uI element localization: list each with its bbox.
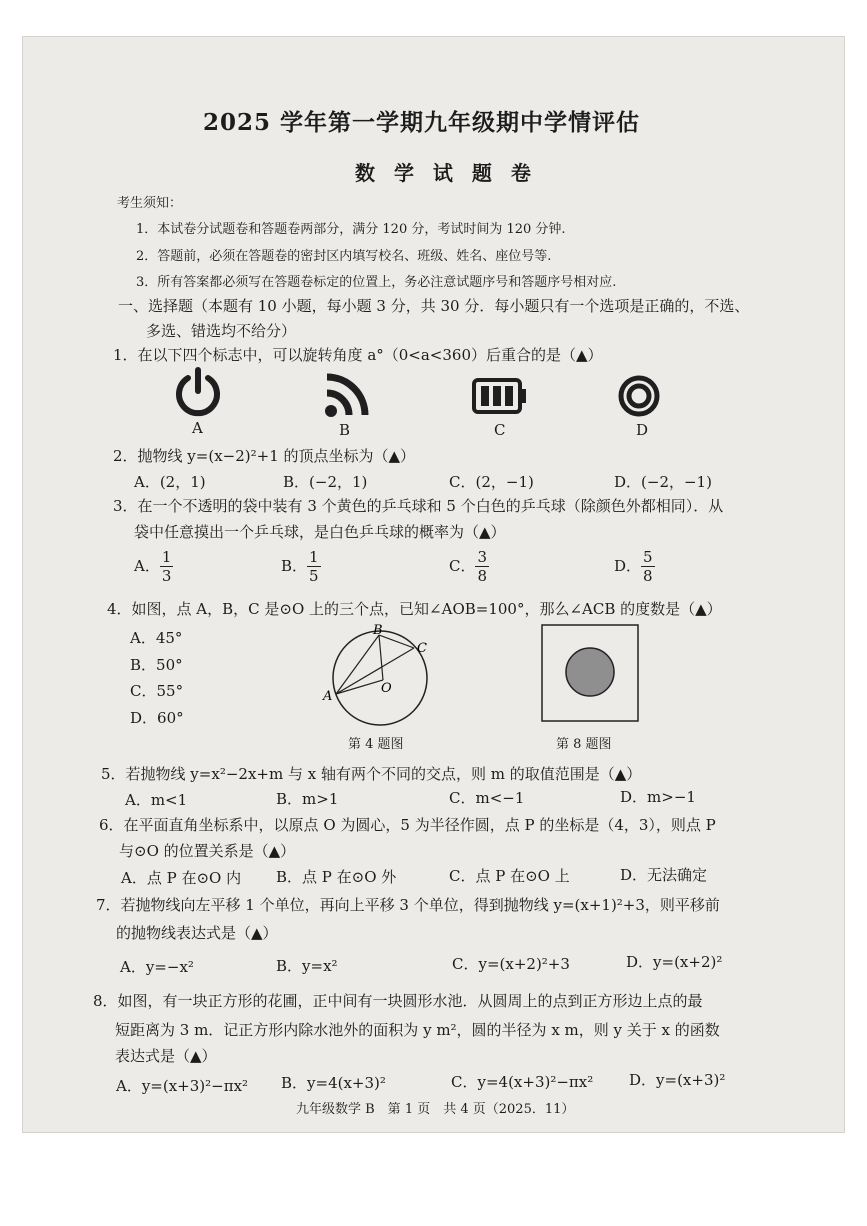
- question-4-stem: 4．如图，点 A，B，C 是⊙O 上的三个点，已知∠AOB=100°，那么∠ACB 的度数是（▲）: [107, 600, 722, 618]
- q6-option-c: C．点 P 在⊙O 上: [449, 867, 570, 885]
- figure-8-caption: 第 8 题图: [556, 737, 612, 752]
- section-heading-cont: 多选、错选均不给分）: [146, 322, 297, 340]
- q7-option-b: B．y=x²: [276, 957, 338, 975]
- notice-item-3: 3．所有答案都必须写在答题卷标定的位置上，务必注意试题序号和答题序号相对应.: [136, 275, 617, 290]
- battery-icon: [472, 378, 528, 414]
- q8-option-a: A．y=(x+3)²−πx²: [116, 1077, 249, 1095]
- q2-option-d: D．(−2，−1): [614, 473, 712, 491]
- ring-icon: [617, 374, 661, 418]
- figure-4-circle-diagram: [315, 618, 440, 736]
- q4-option-a: A．45°: [130, 629, 183, 647]
- notice-item-2: 2．答题前，必须在答题卷的密封区内填写校名、班级、姓名、座位号等.: [136, 249, 552, 264]
- question-1-stem: 1．在以下四个标志中，可以旋转角度 a°（0<a<360）后重合的是（▲）: [113, 346, 603, 364]
- figure-8-square-pool-diagram: [541, 624, 639, 722]
- exam-subtitle: 数 学 试 题 卷: [355, 161, 537, 185]
- q2-option-a: A．(2，1): [134, 473, 206, 491]
- section-heading: 一、选择题（本题有 10 小题，每小题 3 分，共 30 分．每小题只有一个选项是正确的，不选、: [118, 297, 750, 315]
- rss-icon: [323, 371, 371, 419]
- question-8-stem-cont-2: 表达式是（▲）: [115, 1047, 217, 1065]
- question-7-stem-cont: 的抛物线表达式是（▲）: [116, 924, 278, 942]
- q8-option-d: D．y=(x+3)²: [629, 1071, 726, 1089]
- q7-option-d: D．y=(x+2)²: [626, 953, 723, 971]
- q6-option-b: B．点 P 在⊙O 外: [276, 868, 397, 886]
- notice-heading: 考生须知：: [117, 196, 183, 211]
- q4-option-c: C．55°: [130, 682, 184, 700]
- q5-option-a: A．m<1: [125, 791, 188, 809]
- question-7-stem: 7．若抛物线向左平移 1 个单位，再向上平移 3 个单位，得到抛物线 y=(x+1)²+3，则平移前: [96, 896, 720, 914]
- q6-option-a: A．点 P 在⊙O 内: [121, 869, 242, 887]
- option-label-d: D: [636, 421, 649, 439]
- point-c-label: C: [417, 641, 427, 656]
- option-label-a: A: [192, 419, 203, 437]
- point-b-label: B: [373, 623, 383, 638]
- q3-option-b: B． $\frac{1}{5}$: [281, 548, 319, 585]
- option-label-b: B: [339, 421, 351, 439]
- q3-option-a: A． $\frac{1}{3}$: [134, 548, 172, 585]
- q5-option-c: C．m<−1: [449, 789, 525, 807]
- page-footer: 九年级数学 B 第 1 页 共 4 页（2025．11）: [296, 1102, 575, 1117]
- q5-option-d: D．m>−1: [620, 788, 696, 806]
- q6-option-d: D．无法确定: [620, 866, 708, 884]
- question-8-stem: 8．如图，有一块正方形的花圃，正中间有一块圆形水池．从圆周上的点到正方形边上点的最: [93, 992, 703, 1010]
- question-6-stem: 6．在平面直角坐标系中，以原点 O 为圆心，5 为半径作圆，点 P 的坐标是（4，3），则点 P: [99, 816, 716, 834]
- question-6-stem-cont: 与⊙O 的位置关系是（▲）: [119, 842, 296, 860]
- q5-option-b: B．m>1: [276, 790, 339, 808]
- q8-option-c: C．y=4(x+3)²−πx²: [451, 1073, 594, 1091]
- exam-title: 2025 学年第一学期九年级期中学情评估: [203, 109, 641, 136]
- option-label-c: C: [494, 421, 506, 439]
- question-5-stem: 5．若抛物线 y=x²−2x+m 与 x 轴有两个不同的交点，则 m 的取值范围是（▲）: [101, 765, 642, 783]
- q3-option-c: C． $\frac{3}{8}$: [449, 548, 488, 585]
- q7-option-c: C．y=(x+2)²+3: [452, 955, 570, 973]
- q2-option-c: C．(2，−1): [449, 473, 534, 491]
- question-8-stem-cont-1: 短距离为 3 m．记正方形内除水池外的面积为 y m²，圆的半径为 x m，则 y 关于 x 的函数: [115, 1021, 720, 1039]
- power-icon: [172, 367, 224, 419]
- notice-item-1: 1．本试卷分试题卷和答题卷两部分，满分 120 分，考试时间为 120 分钟.: [136, 222, 566, 237]
- question-2-stem: 2．抛物线 y=(x−2)²+1 的顶点坐标为（▲）: [113, 447, 416, 465]
- q2-option-b: B．(−2，1): [283, 473, 368, 491]
- point-a-label: A: [323, 689, 333, 704]
- q7-option-a: A．y=−x²: [120, 958, 194, 976]
- q3-option-d: D． $\frac{5}{8}$: [614, 548, 653, 585]
- question-3-stem: 3．在一个不透明的袋中装有 3 个黄色的乒乓球和 5 个白色的乒乓球（除颜色外都相同）．从: [113, 497, 724, 515]
- q4-option-d: D．60°: [130, 709, 184, 727]
- point-o-label: O: [381, 681, 392, 696]
- q8-option-b: B．y=4(x+3)²: [281, 1074, 386, 1092]
- question-3-stem-cont: 袋中任意摸出一个乒乓球，是白色乒乓球的概率为（▲）: [134, 523, 506, 541]
- figure-4-caption: 第 4 题图: [348, 737, 404, 752]
- q4-option-b: B．50°: [130, 656, 183, 674]
